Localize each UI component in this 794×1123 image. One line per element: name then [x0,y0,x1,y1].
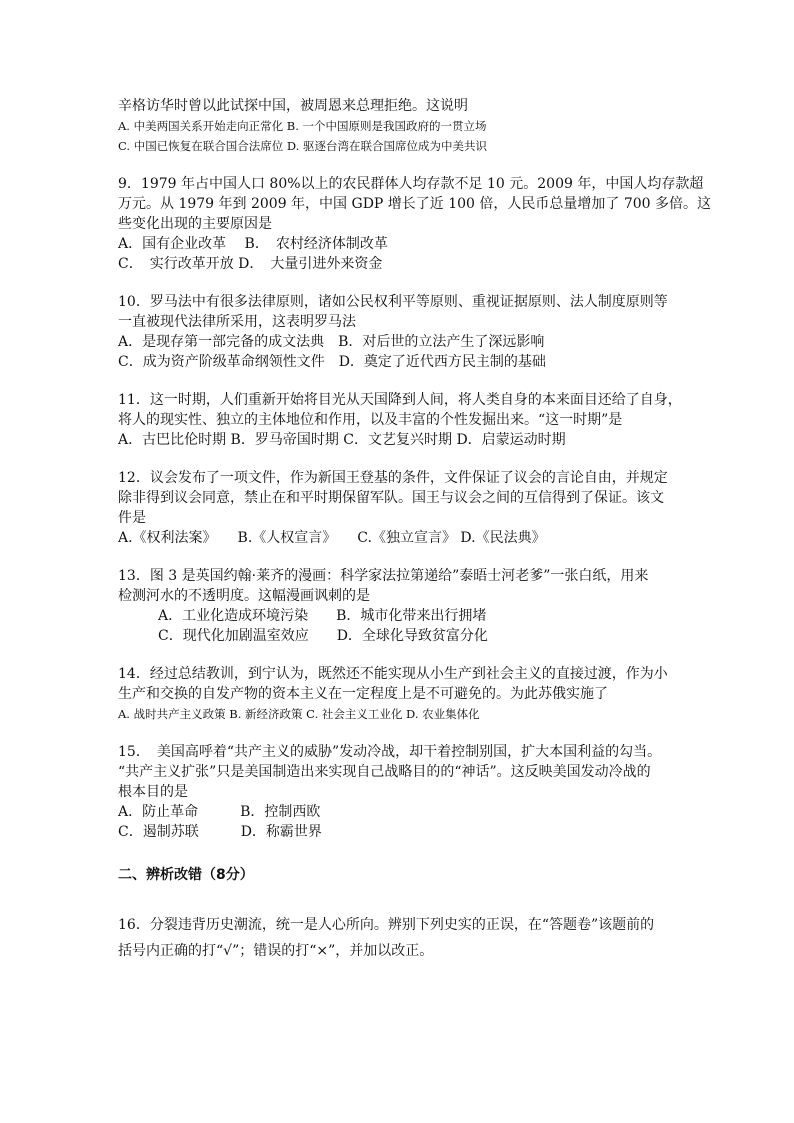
question-16 [118,912,678,964]
question-options: A.《权利法案》 B.《人权宣言》 C.《独立宣言》 D.《民法典》 [118,530,546,546]
question-stem: 12．议会发布了一项文件，作为新国王登基的条件，文件保证了议会的言论自由，并规定 [118,470,668,486]
question-options: A．古巴比伦时期 B．罗马帝国时期 C．文艺复兴时期 D．启蒙运动时期 [118,432,566,448]
question-12 [118,468,678,548]
question-stem: 9．1979 年占中国人口 80%以上的农民群体人均存款不足 10 元。2009 年，中国人均存款超 [118,176,704,192]
question-options: A．工业化造成环境污染 B．城市化带来出行拥堵 [158,608,487,624]
question-options: A．国有企业改革 B． 农村经济体制改革 [118,236,388,252]
section-heading: 二、辨析改错（8分） [118,867,254,883]
question-stem: 生产和交换的自发产物的资本主义在一定程度上是不可避免的。为此苏俄实施了 [118,686,608,702]
question-options: A．是现存第一部完备的成文法典 B．对后世的立法产生了深远影响 [118,334,545,350]
question-options: C. 中国已恢复在联合国合法席位 D. 驱逐台湾在联合国席位成为中美共识 [118,139,487,153]
question-stem: 13．图 3 是英国约翰·莱齐的漫画：科学家法拉第递给”泰晤士河老爹”一张白纸，用来 [118,568,649,584]
question-stem: 根本目的是 [118,784,188,800]
question-options: C．现代化加剧温室效应 D．全球化导致贫富分化 [158,628,488,644]
question-options: C．成为资产阶级革命纲领性文件 D．奠定了近代西方民主制的基础 [118,354,546,370]
question-9 [118,174,712,274]
question-stem: 16．分裂违背历史潮流，统一是人心所向。辨别下列史实的正误，在“答题卷”该题前的 [118,917,655,933]
question-stem: 15． 美国高呼着“共产主义的威胁”发动冷战，却干着控制别国，扩大本国利益的勾当。 [118,744,662,760]
question-stem: 括号内正确的打“√”；错误的打“×”，并加以改正。 [118,943,434,959]
question-stem: 除非得到议会同意，禁止在和平时期保留军队。国王与议会之间的互信得到了保证。该文 [118,490,664,506]
question-options: A．防止革命 B．控制西欧 [118,804,321,820]
question-stem: 10．罗马法中有很多法律原则，诸如公民权利平等原则、重视证据原则、法人制度原则等 [118,294,668,310]
question-stem: 检测河水的不透明度。这幅漫画讽刺的是 [118,588,370,604]
question-stem: 辛格访华时曾以此试探中国，被周恩来总理拒绝。这说明 [118,98,468,114]
question-stem: 将人的现实性、独立的主体地位和作用，以及丰富的个性发掘出来。“这一时期”是 [118,412,623,428]
question-stem: 14．经过总结教训，到宁认为，既然还不能实现从小生产到社会主义的直接过渡，作为小 [118,666,668,682]
question-stem: 万元。从 1979 年到 2009 年，中国 GDP 增长了近 100 倍，人民币总量增加了 700 多倍。这 [118,196,712,212]
question-10 [118,292,678,372]
question-stem: “共产主义扩张”只是美国制造出来实现自己战略目的的“神话”。这反映美国发动冷战的 [118,764,651,780]
question-8 [118,96,678,156]
question-15 [118,742,678,842]
question-11 [118,390,682,450]
question-13 [118,566,678,646]
exam-page [118,96,712,964]
question-options: C．遏制苏联 D．称霸世界 [118,824,322,840]
question-stem: 一直被现代法律所采用，这表明罗马法 [118,314,356,330]
question-options: A. 中美两国关系开始走向正常化 B. 一个中国原则是我国政府的一贯立场 [118,119,487,133]
question-options: C． 实行改革开放 D． 大量引进外来资金 [118,256,383,272]
question-options: A. 战时共产主义政策 B. 新经济政策 C. 社会主义工业化 D. 农业集体化 [118,707,480,721]
question-stem: 些变化出现的主要原因是 [118,216,272,232]
question-14 [118,664,678,724]
question-stem: 件是 [118,510,146,526]
question-stem: 11．这一时期，人们重新开始将目光从天国降到人间，将人类自身的本来面目还给了自身， [118,392,682,408]
